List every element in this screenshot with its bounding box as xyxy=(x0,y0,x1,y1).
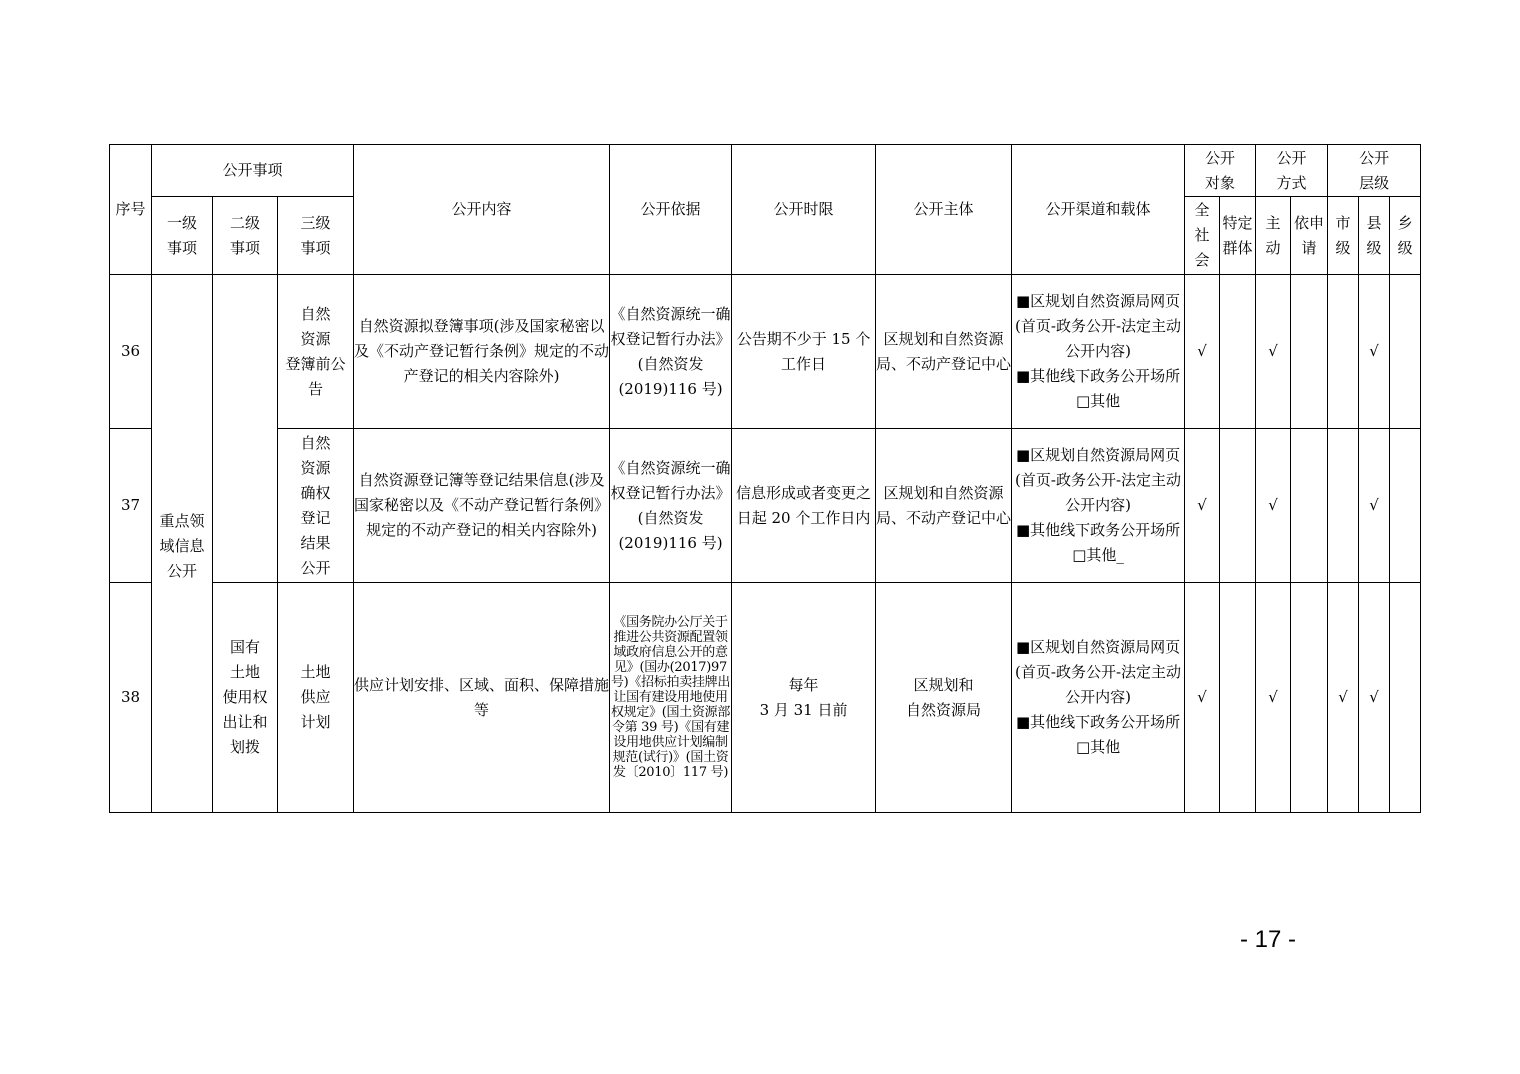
header-basis: 公开依据 xyxy=(610,145,732,275)
row-seq: 37 xyxy=(110,429,152,583)
header-level: 公开 层级 xyxy=(1328,145,1421,197)
header-seq: 序号 xyxy=(110,145,152,275)
row-on-request xyxy=(1291,429,1328,583)
page-number: - 17 - xyxy=(1240,926,1297,953)
row-time-limit: 公告期不少于 15 个工作日 xyxy=(732,275,876,429)
header-channel: 公开渠道和载体 xyxy=(1012,145,1185,275)
header-items: 公开事项 xyxy=(152,145,354,197)
header-audience: 公开 对象 xyxy=(1185,145,1256,197)
disclosure-table xyxy=(109,144,1421,813)
header-city: 市 级 xyxy=(1328,197,1359,275)
row-subject: 区规划和自然资源局、不动产登记中心 xyxy=(876,275,1012,429)
row-county: √ xyxy=(1359,583,1390,813)
row-seq: 38 xyxy=(110,583,152,813)
header-method: 公开 方式 xyxy=(1256,145,1328,197)
row-active: √ xyxy=(1256,583,1291,813)
row-township xyxy=(1390,275,1421,429)
row-level3: 自然 资源 确权 登记 结果 公开 xyxy=(278,429,354,583)
row-specific-group xyxy=(1220,275,1256,429)
header-active: 主 动 xyxy=(1256,197,1291,275)
row-channel: ■区规划自然资源局网页(首页-政务公开-法定主动公开内容) ■其他线下政务公开场所 □其他 xyxy=(1012,583,1185,813)
header-level1: 一级 事项 xyxy=(152,197,213,275)
level2-empty xyxy=(213,275,278,583)
row-county: √ xyxy=(1359,275,1390,429)
row-on-request xyxy=(1291,583,1328,813)
row-basis: 《自然资源统一确权登记暂行办法》(自然资发(2019)116 号) xyxy=(610,275,732,429)
header-time-limit: 公开时限 xyxy=(732,145,876,275)
row-content: 供应计划安排、区域、面积、保障措施等 xyxy=(354,583,610,813)
row-basis: 《自然资源统一确权登记暂行办法》(自然资发(2019)116 号) xyxy=(610,429,732,583)
row-city xyxy=(1328,429,1359,583)
row-active: √ xyxy=(1256,275,1291,429)
row-content: 自然资源拟登簿事项(涉及国家秘密以及《不动产登记暂行条例》规定的不动产登记的相关内容除外) xyxy=(354,275,610,429)
header-level2: 二级 事项 xyxy=(213,197,278,275)
header-content: 公开内容 xyxy=(354,145,610,275)
row-basis: 《国务院办公厅关于推进公共资源配置领域政府信息公开的意见》(国办(2017)97 号)《招标拍卖挂牌出让国有建设用地使用权规定》(国土资源部令第 39 号)《国有建设用地供应计划编制规范(试行)》(国土资发〔2010〕117 号) xyxy=(610,583,732,813)
header-specific-group: 特定 群体 xyxy=(1220,197,1256,275)
row-on-request xyxy=(1291,275,1328,429)
row-city xyxy=(1328,275,1359,429)
row-all-society: √ xyxy=(1185,583,1220,813)
table-row xyxy=(110,583,1421,813)
row-county: √ xyxy=(1359,429,1390,583)
row-specific-group xyxy=(1220,429,1256,583)
row-content: 自然资源登记簿等登记结果信息(涉及国家秘密以及《不动产登记暂行条例》规定的不动产登记的相关内容除外) xyxy=(354,429,610,583)
row-all-society: √ xyxy=(1185,275,1220,429)
row-seq: 36 xyxy=(110,275,152,429)
row-subject: 区规划和 自然资源局 xyxy=(876,583,1012,813)
row-specific-group xyxy=(1220,583,1256,813)
row-level3: 自然 资源 登簿前公 告 xyxy=(278,275,354,429)
row-active: √ xyxy=(1256,429,1291,583)
row-time-limit: 信息形成或者变更之日起 20 个工作日内 xyxy=(732,429,876,583)
header-all-society: 全 社 会 xyxy=(1185,197,1220,275)
header-level3: 三级 事项 xyxy=(278,197,354,275)
row-township xyxy=(1390,429,1421,583)
table-row xyxy=(110,429,1421,583)
row-channel: ■区规划自然资源局网页(首页-政务公开-法定主动公开内容) ■其他线下政务公开场所 □其他_ xyxy=(1012,429,1185,583)
row-subject: 区规划和自然资源局、不动产登记中心 xyxy=(876,429,1012,583)
table-row xyxy=(110,275,1421,429)
row-level2: 国有 土地 使用权 出让和 划拨 xyxy=(213,583,278,813)
header-subject: 公开主体 xyxy=(876,145,1012,275)
row-channel: ■区规划自然资源局网页(首页-政务公开-法定主动公开内容) ■其他线下政务公开场所 □其他 xyxy=(1012,275,1185,429)
header-on-request: 依申 请 xyxy=(1291,197,1328,275)
header-county: 县 级 xyxy=(1359,197,1390,275)
row-time-limit: 每年 3 月 31 日前 xyxy=(732,583,876,813)
level1-category: 重点领 域信息 公开 xyxy=(152,275,213,813)
row-city: √ xyxy=(1328,583,1359,813)
row-level3: 土地 供应 计划 xyxy=(278,583,354,813)
header-township: 乡 级 xyxy=(1390,197,1421,275)
row-all-society: √ xyxy=(1185,429,1220,583)
row-township xyxy=(1390,583,1421,813)
